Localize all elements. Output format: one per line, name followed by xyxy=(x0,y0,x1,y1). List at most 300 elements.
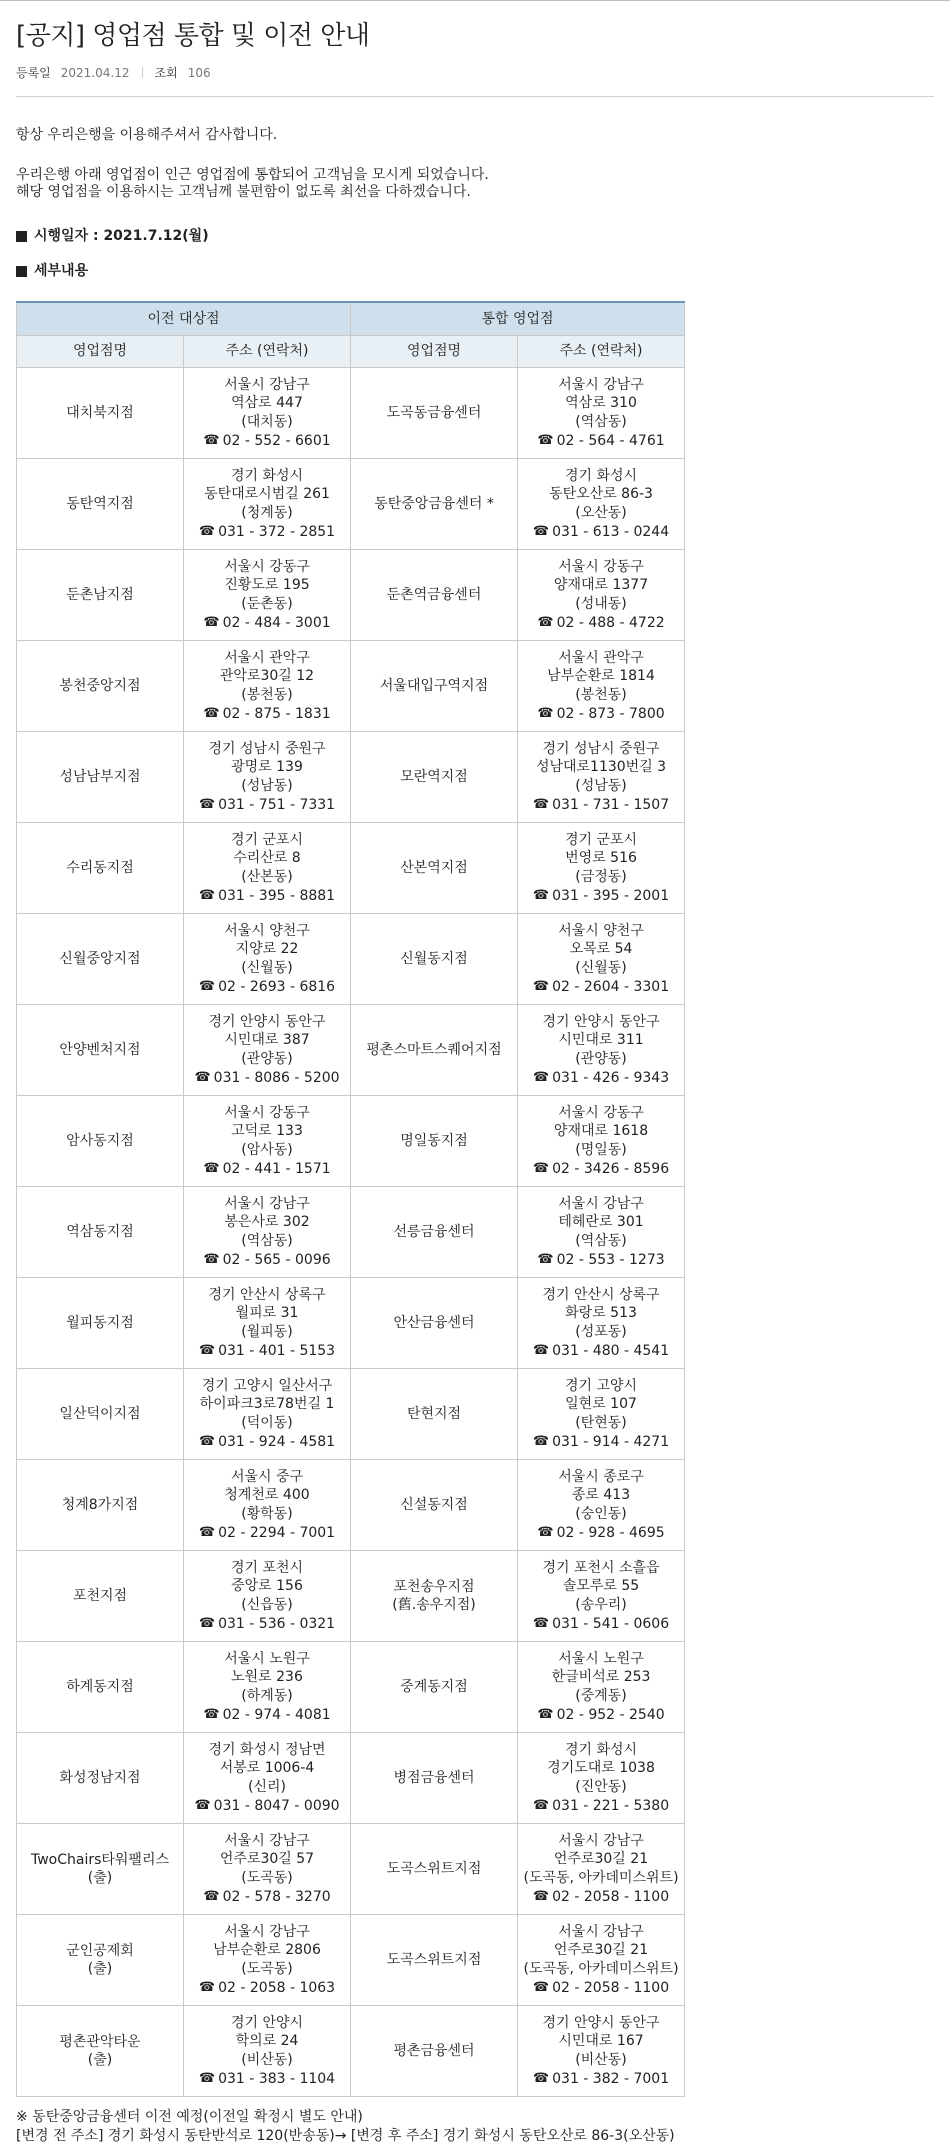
from-phone xyxy=(184,1159,350,1179)
from-phone-wrap xyxy=(194,1069,339,1088)
telephone-icon: ☎ xyxy=(532,524,550,539)
to-phone-wrap xyxy=(537,614,664,633)
from-address-line: 지양로 22 xyxy=(235,941,299,957)
to-phone-number: 02 - 2058 - 1100 xyxy=(552,1980,670,1996)
to-branch-name: 포천송우지점 xyxy=(393,1578,475,1595)
to-phone-number: 02 - 488 - 4722 xyxy=(556,615,665,631)
to-phone-number: 031 - 426 - 9343 xyxy=(552,1070,670,1086)
from-address-cell xyxy=(184,1824,351,1915)
from-branch-name-cell xyxy=(17,1096,184,1187)
from-address-line: 관악로30길 12 xyxy=(219,668,315,684)
from-phone xyxy=(184,795,350,815)
from-address-line: 서울시 중구 xyxy=(230,1468,304,1485)
from-phone xyxy=(184,1068,350,1088)
to-branch-name: 둔촌역금융센터 xyxy=(386,586,482,603)
from-address-cell xyxy=(184,732,351,823)
table-row xyxy=(17,641,685,732)
to-phone-wrap xyxy=(533,2070,669,2089)
intro-line-2: 해당 영업점을 이용하시는 고객님께 불편함이 없도록 최선을 다하겠습니다. xyxy=(16,184,471,200)
from-address-line: 서울시 강남구 xyxy=(224,1923,310,1940)
from-phone xyxy=(184,977,350,997)
to-address-line: (역삼동) xyxy=(575,1232,627,1249)
telephone-icon: ☎ xyxy=(198,1343,216,1358)
from-address-cell xyxy=(184,1460,351,1551)
to-branch-name: 도곡스위트지점 xyxy=(386,1860,482,1877)
from-address-line: 진황도로 195 xyxy=(224,577,310,593)
to-address-line: (관양동) xyxy=(575,1050,627,1067)
from-address-cell xyxy=(184,1005,351,1096)
to-phone-wrap xyxy=(537,432,664,451)
telephone-icon: ☎ xyxy=(532,1980,550,1995)
to-address-line: 시민대로 167 xyxy=(558,2033,644,2049)
telephone-icon: ☎ xyxy=(203,1707,220,1722)
from-branch-name-cell xyxy=(17,1915,184,2006)
from-address-cell xyxy=(184,1642,351,1733)
to-phone xyxy=(518,1887,684,1907)
to-branch-name-cell xyxy=(351,1278,518,1369)
branch-table xyxy=(16,301,685,2097)
to-address-cell xyxy=(518,1460,685,1551)
to-address-line: (역삼동) xyxy=(575,413,627,430)
to-address-line: 서울시 강동구 xyxy=(558,1104,644,1121)
views-value: 106 xyxy=(187,65,211,80)
from-branch-name: 신월중앙지점 xyxy=(59,950,141,967)
to-branch-name-cell xyxy=(351,732,518,823)
to-phone-wrap xyxy=(533,1069,669,1088)
to-phone-number: 02 - 564 - 4761 xyxy=(556,433,665,449)
notice-body xyxy=(16,127,934,2146)
to-phone-wrap xyxy=(533,887,669,906)
telephone-icon: ☎ xyxy=(198,888,216,903)
from-phone-wrap xyxy=(194,1797,339,1816)
from-phone-number: 031 - 536 - 0321 xyxy=(218,1616,336,1632)
to-phone-number: 031 - 221 - 5380 xyxy=(552,1798,670,1814)
to-address-cell xyxy=(518,1551,685,1642)
from-address-line: 광명로 139 xyxy=(231,759,303,775)
top-border xyxy=(0,0,950,1)
table-row xyxy=(17,1915,685,2006)
to-address-line: (명일동) xyxy=(575,1141,627,1158)
to-branch-name: 동탄중앙금융센터 * xyxy=(374,495,494,512)
bullet-square-icon xyxy=(16,266,27,277)
from-branch-name-cell xyxy=(17,2006,184,2097)
meta-divider xyxy=(142,67,143,78)
telephone-icon: ☎ xyxy=(537,706,554,721)
to-address-line: 서울시 강남구 xyxy=(558,376,644,393)
from-address-cell xyxy=(184,550,351,641)
to-branch-name-cell xyxy=(351,550,518,641)
from-branch-name-cell xyxy=(17,550,184,641)
to-address-cell xyxy=(518,1187,685,1278)
telephone-icon: ☎ xyxy=(532,1798,550,1813)
to-phone-wrap xyxy=(533,523,669,542)
to-address-line: (중계동) xyxy=(575,1687,627,1704)
to-phone xyxy=(518,1614,684,1634)
from-phone xyxy=(184,522,350,542)
from-address-line: 경기 안양시 xyxy=(230,2014,304,2031)
group-header-from: 이전 대상점 xyxy=(17,302,351,336)
to-branch-name-cell xyxy=(351,1096,518,1187)
from-phone-number: 02 - 565 - 0096 xyxy=(222,1252,331,1268)
to-phone-number: 031 - 382 - 7001 xyxy=(552,2071,670,2087)
to-address-cell xyxy=(518,1369,685,1460)
to-address-line: 서울시 강남구 xyxy=(558,1923,644,1940)
to-branch-name-cell xyxy=(351,1187,518,1278)
to-address-line: 경기 화성시 xyxy=(564,467,638,484)
from-address-cell xyxy=(184,914,351,1005)
from-address-line: (산본동) xyxy=(241,868,293,885)
to-address-line: 경기 군포시 xyxy=(564,831,638,848)
to-address-line: 오목로 54 xyxy=(569,941,633,957)
from-address-line: 노원로 236 xyxy=(231,1669,303,1685)
section-details xyxy=(16,263,934,280)
col-header-to-name: 영업점명 xyxy=(351,336,518,368)
to-address-line: 역삼로 310 xyxy=(565,395,637,411)
telephone-icon: ☎ xyxy=(203,1889,220,1904)
to-address-line: 성남대로1130번길 3 xyxy=(535,759,667,775)
to-address-line: (성포동) xyxy=(575,1323,627,1340)
from-address-line: 청계천로 400 xyxy=(224,1487,310,1503)
notice-page xyxy=(0,15,950,2146)
to-address-line: (오산동) xyxy=(575,504,627,521)
to-phone-wrap xyxy=(537,1706,664,1725)
from-phone-number: 02 - 2058 - 1063 xyxy=(218,1980,336,1996)
telephone-icon: ☎ xyxy=(203,706,220,721)
from-address-line: 남부순환로 2806 xyxy=(213,1942,321,1958)
to-branch-name-cell xyxy=(351,1369,518,1460)
to-phone-wrap xyxy=(533,978,669,997)
to-branch-name-cell xyxy=(351,1460,518,1551)
col-header-from-addr: 주소 (연락처) xyxy=(184,336,351,368)
telephone-icon: ☎ xyxy=(537,1707,554,1722)
telephone-icon: ☎ xyxy=(537,615,554,630)
table-row xyxy=(17,1096,685,1187)
to-branch-name: 평촌금융센터 xyxy=(393,2042,475,2059)
to-address-line: 경기 포천시 소흘읍 xyxy=(542,1559,660,1576)
to-address-line: 남부순환로 1814 xyxy=(547,668,655,684)
from-address-line: 서울시 노원구 xyxy=(224,1650,310,1667)
from-branch-name: 암사동지점 xyxy=(66,1132,134,1149)
table-row xyxy=(17,1369,685,1460)
to-branch-name: 신월동지점 xyxy=(400,950,468,967)
to-address-line: (비산동) xyxy=(575,2051,627,2068)
from-branch-name: 봉천중앙지점 xyxy=(59,677,141,694)
telephone-icon: ☎ xyxy=(532,1434,550,1449)
telephone-icon: ☎ xyxy=(198,1434,216,1449)
from-phone-number: 02 - 578 - 3270 xyxy=(222,1889,331,1905)
intro-paragraph xyxy=(16,167,934,201)
to-branch-name: 서울대입구역지점 xyxy=(379,677,489,694)
table-row xyxy=(17,1278,685,1369)
to-branch-name: 평촌스마트스퀘어지점 xyxy=(366,1041,502,1058)
from-address-line: 서울시 강남구 xyxy=(224,1832,310,1849)
from-address-line: 경기 화성시 xyxy=(230,467,304,484)
from-branch-name-note: (출) xyxy=(87,2052,113,2068)
telephone-icon: ☎ xyxy=(198,1525,216,1540)
telephone-icon: ☎ xyxy=(198,979,216,994)
from-address-line: 경기 군포시 xyxy=(230,831,304,848)
intro-line-1: 우리은행 아래 영업점이 인근 영업점에 통합되어 고객님을 모시게 되었습니다. xyxy=(16,167,489,183)
to-address-line: 경기 안양시 동안구 xyxy=(542,1013,660,1030)
from-phone xyxy=(184,1523,350,1543)
to-address-cell xyxy=(518,368,685,459)
from-branch-name-cell xyxy=(17,823,184,914)
to-phone xyxy=(518,2069,684,2089)
from-phone-wrap xyxy=(203,432,330,451)
from-branch-name-cell xyxy=(17,368,184,459)
from-branch-name-cell xyxy=(17,1460,184,1551)
table-row xyxy=(17,1642,685,1733)
from-address-line: 역삼로 447 xyxy=(231,395,303,411)
from-phone-wrap xyxy=(203,1160,330,1179)
from-address-cell xyxy=(184,1278,351,1369)
from-branch-name: 일산덕이지점 xyxy=(59,1405,141,1422)
from-address-line: 하이파크3로78번길 1 xyxy=(199,1396,335,1412)
to-address-line: 경기 고양시 xyxy=(564,1377,638,1394)
from-phone-wrap xyxy=(199,1524,335,1543)
from-address-cell xyxy=(184,368,351,459)
from-branch-name: 월피동지점 xyxy=(66,1314,134,1331)
to-phone-wrap xyxy=(533,1342,669,1361)
from-address-line: (덕이동) xyxy=(241,1414,293,1431)
to-address-line: 화랑로 513 xyxy=(565,1305,637,1321)
to-branch-name-cell xyxy=(351,368,518,459)
from-phone-number: 02 - 2693 - 6816 xyxy=(218,979,336,995)
from-address-line: 서봉로 1006-4 xyxy=(219,1760,315,1776)
from-phone xyxy=(184,1705,350,1725)
to-branch-name: 중계동지점 xyxy=(400,1678,468,1695)
from-address-line: (신월동) xyxy=(241,959,293,976)
to-phone-number: 031 - 480 - 4541 xyxy=(552,1343,670,1359)
from-branch-name-note: (출) xyxy=(87,1961,113,1977)
from-branch-name: 포천지점 xyxy=(72,1587,128,1604)
telephone-icon: ☎ xyxy=(198,1980,216,1995)
from-phone xyxy=(184,704,350,724)
from-address-line: (비산동) xyxy=(241,2051,293,2068)
from-address-line: (청계동) xyxy=(241,504,293,521)
from-address-cell xyxy=(184,2006,351,2097)
from-branch-name: 동탄역지점 xyxy=(66,495,134,512)
from-branch-name: 평촌관악타운 xyxy=(59,2033,141,2050)
to-address-line: 서울시 강남구 xyxy=(558,1195,644,1212)
to-address-cell xyxy=(518,1642,685,1733)
to-address-cell xyxy=(518,1915,685,2006)
from-address-cell xyxy=(184,1096,351,1187)
from-address-cell xyxy=(184,641,351,732)
table-row xyxy=(17,550,685,641)
telephone-icon: ☎ xyxy=(198,1616,216,1631)
telephone-icon: ☎ xyxy=(203,1252,220,1267)
from-phone-wrap xyxy=(199,1433,335,1452)
from-branch-name: 청계8가지점 xyxy=(61,1496,139,1513)
to-phone xyxy=(518,1341,684,1361)
to-branch-name-cell xyxy=(351,1733,518,1824)
to-address-line: 경기 화성시 xyxy=(564,1741,638,1758)
from-branch-name-cell xyxy=(17,732,184,823)
bullet-square-icon xyxy=(16,231,27,242)
date-value: 2021.04.12 xyxy=(60,65,130,80)
from-address-line: (대치동) xyxy=(241,413,293,430)
from-address-line: (도곡동) xyxy=(241,1960,293,1977)
to-address-line: 경기 안산시 상록구 xyxy=(542,1286,660,1303)
telephone-icon: ☎ xyxy=(203,433,220,448)
from-phone-wrap xyxy=(199,1615,335,1634)
to-branch-name-cell xyxy=(351,2006,518,2097)
footnote-line-2: [변경 전 주소] 경기 화성시 동탄반석로 120(반송동)→ [변경 후 주소] 경기 화성시 동탄오산로 86-3(오산동) xyxy=(16,2128,675,2144)
from-address-line: 중앙로 156 xyxy=(231,1578,303,1594)
table-row xyxy=(17,1824,685,1915)
to-address-cell xyxy=(518,459,685,550)
from-phone xyxy=(184,1978,350,1998)
table-row xyxy=(17,1005,685,1096)
to-address-line: 시민대로 311 xyxy=(558,1032,644,1048)
from-branch-name: 군인공제회 xyxy=(66,1942,134,1959)
to-address-line: 서울시 종로구 xyxy=(558,1468,644,1485)
from-phone-number: 02 - 974 - 4081 xyxy=(222,1707,331,1723)
table-row xyxy=(17,1733,685,1824)
telephone-icon: ☎ xyxy=(198,797,216,812)
group-header-to: 통합 영업점 xyxy=(351,302,685,336)
table-row xyxy=(17,823,685,914)
from-phone-wrap xyxy=(203,705,330,724)
telephone-icon: ☎ xyxy=(194,1070,211,1085)
to-phone-number: 031 - 914 - 4271 xyxy=(552,1434,670,1450)
from-phone-wrap xyxy=(199,523,335,542)
from-address-line: 학의로 24 xyxy=(235,2033,299,2049)
from-address-line: 수리산로 8 xyxy=(233,850,301,866)
to-phone-wrap xyxy=(537,705,664,724)
to-address-line: 종로 413 xyxy=(571,1487,631,1503)
branch-table-body xyxy=(17,368,685,2097)
from-branch-name: 대치북지점 xyxy=(66,404,134,421)
to-branch-name-cell xyxy=(351,641,518,732)
from-address-line: 경기 포천시 xyxy=(230,1559,304,1576)
from-address-line: (하계동) xyxy=(241,1687,293,1704)
to-address-cell xyxy=(518,550,685,641)
to-phone-wrap xyxy=(533,1615,669,1634)
to-address-line: 경기 성남시 중원구 xyxy=(542,740,660,757)
to-address-line: 서울시 노원구 xyxy=(558,1650,644,1667)
from-phone-wrap xyxy=(203,1888,330,1907)
from-phone-number: 031 - 8086 - 5200 xyxy=(213,1070,340,1086)
from-phone-wrap xyxy=(203,1251,330,1270)
to-address-line: 양재대로 1618 xyxy=(553,1123,649,1139)
telephone-icon: ☎ xyxy=(203,1161,220,1176)
from-phone xyxy=(184,886,350,906)
from-phone-number: 02 - 552 - 6601 xyxy=(222,433,331,449)
to-phone xyxy=(518,1523,684,1543)
to-branch-name: 탄현지점 xyxy=(406,1405,462,1422)
from-phone-number: 02 - 875 - 1831 xyxy=(222,706,331,722)
from-phone xyxy=(184,1614,350,1634)
from-branch-name: 둔촌남지점 xyxy=(66,586,134,603)
telephone-icon: ☎ xyxy=(532,979,550,994)
from-branch-name-cell xyxy=(17,1551,184,1642)
to-phone-number: 031 - 541 - 0606 xyxy=(552,1616,670,1632)
from-phone xyxy=(184,613,350,633)
from-address-cell xyxy=(184,823,351,914)
from-phone-number: 031 - 924 - 4581 xyxy=(218,1434,336,1450)
telephone-icon: ☎ xyxy=(532,797,550,812)
to-phone-number: 02 - 2604 - 3301 xyxy=(552,979,670,995)
from-address-line: 서울시 관악구 xyxy=(224,649,310,666)
telephone-icon: ☎ xyxy=(532,2071,550,2086)
to-phone-wrap xyxy=(533,796,669,815)
to-phone-wrap xyxy=(533,1797,669,1816)
to-address-line: (봉천동) xyxy=(575,686,627,703)
from-phone-wrap xyxy=(203,1706,330,1725)
from-branch-name-cell xyxy=(17,459,184,550)
to-branch-name: 도곡스위트지점 xyxy=(386,1951,482,1968)
table-row xyxy=(17,732,685,823)
from-phone xyxy=(184,1432,350,1452)
to-address-line: (탄현동) xyxy=(575,1414,627,1431)
from-address-line: 경기 안산시 상록구 xyxy=(208,1286,326,1303)
to-address-cell xyxy=(518,914,685,1005)
to-address-cell xyxy=(518,732,685,823)
title-divider xyxy=(16,96,934,97)
from-address-cell xyxy=(184,1187,351,1278)
to-phone xyxy=(518,1250,684,1270)
to-phone xyxy=(518,704,684,724)
to-phone-wrap xyxy=(533,1433,669,1452)
views-label: 조회 xyxy=(154,66,178,80)
notice-meta xyxy=(16,64,934,81)
from-branch-name-cell xyxy=(17,641,184,732)
footnote-line-1: ※ 동탄중앙금융센터 이전 예정(이전일 확정시 별도 안내) xyxy=(16,2109,363,2125)
to-address-line: 한글비석로 253 xyxy=(551,1669,651,1685)
from-address-cell xyxy=(184,1369,351,1460)
to-address-line: (진안동) xyxy=(575,1778,627,1795)
to-phone xyxy=(518,522,684,542)
to-phone-number: 02 - 553 - 1273 xyxy=(556,1252,665,1268)
from-branch-name-cell xyxy=(17,1005,184,1096)
from-branch-name-cell xyxy=(17,1187,184,1278)
from-phone xyxy=(184,1796,350,1816)
telephone-icon: ☎ xyxy=(532,1343,550,1358)
from-address-line: (월피동) xyxy=(241,1323,293,1340)
from-address-line: 서울시 강동구 xyxy=(224,558,310,575)
to-phone xyxy=(518,1705,684,1725)
section-effective-date xyxy=(16,228,934,245)
to-phone-number: 02 - 952 - 2540 xyxy=(556,1707,665,1723)
to-phone-number: 02 - 3426 - 8596 xyxy=(552,1161,670,1177)
to-address-line: 서울시 관악구 xyxy=(558,649,644,666)
from-address-line: (둔촌동) xyxy=(241,595,293,612)
to-phone-number: 02 - 2058 - 1100 xyxy=(552,1889,670,1905)
to-phone xyxy=(518,613,684,633)
from-address-cell xyxy=(184,1551,351,1642)
to-address-line: 서울시 강남구 xyxy=(558,1832,644,1849)
to-branch-name-cell xyxy=(351,1824,518,1915)
to-address-line: 경기 안양시 동안구 xyxy=(542,2014,660,2031)
from-branch-name-cell xyxy=(17,1824,184,1915)
section-details-text: 세부내용 xyxy=(34,263,89,279)
to-address-cell xyxy=(518,641,685,732)
to-address-line: 경기도대로 1038 xyxy=(547,1760,655,1776)
from-phone-wrap xyxy=(203,614,330,633)
telephone-icon: ☎ xyxy=(532,1616,550,1631)
from-address-line: (도곡동) xyxy=(241,1869,293,1886)
to-phone-wrap xyxy=(537,1524,664,1543)
from-phone xyxy=(184,1887,350,1907)
from-branch-name: 하계동지점 xyxy=(66,1678,134,1695)
to-address-line: (성남동) xyxy=(575,777,627,794)
to-address-line: 서울시 양천구 xyxy=(558,922,644,939)
to-address-line: 서울시 강동구 xyxy=(558,558,644,575)
from-phone-number: 031 - 8047 - 0090 xyxy=(213,1798,340,1814)
from-address-line: 월피로 31 xyxy=(235,1305,299,1321)
